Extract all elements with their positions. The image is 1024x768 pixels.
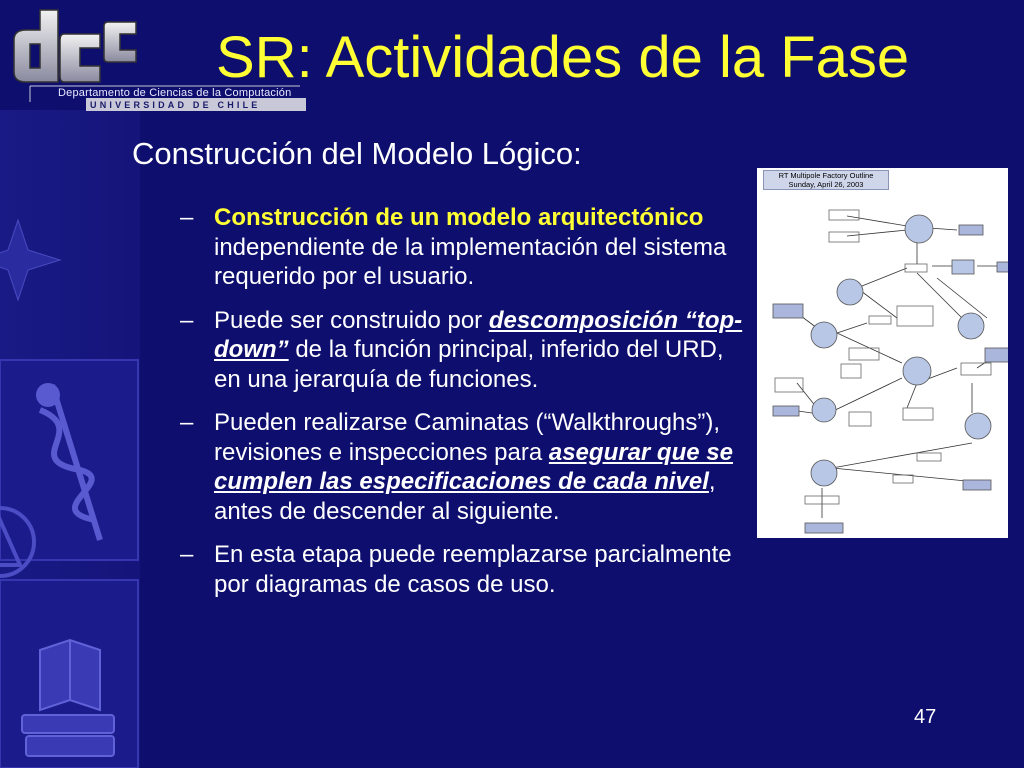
data-flow-diagram: [757, 168, 1008, 538]
process-rt-knob: [812, 398, 836, 422]
diagram-canvas: [757, 168, 1008, 538]
bullet-item-2: [180, 306, 755, 395]
process-trim-controller: [903, 357, 931, 385]
bullet-dash: –: [180, 204, 194, 231]
diagram-date: Sunday, April 26, 2003: [788, 180, 864, 189]
bullet-dash: –: [180, 409, 194, 436]
slide-subtitle: Construcción del Modelo Lógico:: [132, 136, 582, 171]
process-create-rt-settings: [958, 313, 984, 339]
bullet-dash: –: [180, 306, 194, 334]
diagram-processes: [811, 215, 991, 486]
bullet-text: de la función principal, inferido del URD, en una jerarquía de funciones.: [214, 336, 724, 393]
external-ramp-functions: [985, 348, 1008, 362]
bullet-text: , antes de descender al siguiente.: [214, 468, 716, 525]
bullet-highlight: Construcción de un modelo arquitectónico: [214, 204, 704, 231]
process-feedforward: [837, 279, 863, 305]
process-offline-multipole-factory: [905, 215, 933, 243]
external-reference-magnets: [773, 304, 803, 318]
diagram-title-box: [763, 170, 889, 190]
bullet-text: independiente de la implementación del sistema requerido por el usuario.: [214, 233, 727, 290]
bullet-item-4: [180, 540, 755, 599]
external-equipment: [963, 480, 991, 490]
bullet-item-1: [180, 203, 755, 292]
slide-title: SR: Actividades de la Fase: [216, 25, 910, 90]
bullet-item-3: [180, 408, 755, 526]
bullet-emphasis: descomposición “top-down”: [214, 306, 743, 363]
star-icon: [0, 220, 60, 300]
process-real-time-drive: [965, 413, 991, 439]
decorative-sidebar: [0, 110, 140, 768]
bullet-text: Puede ser construido por: [214, 306, 489, 334]
caduceus-panel: [0, 360, 138, 560]
external-hw: [997, 262, 1008, 272]
external-model: [959, 225, 983, 235]
bullet-emphasis: asegurar que se cumplen las especificaciones de cada nivel: [214, 438, 733, 495]
bullet-text: Pueden realizarse Caminatas (“Walkthroughs”), revisiones e inspecciones para: [214, 409, 720, 466]
page-number: 47: [914, 706, 937, 728]
bullet-text: En esta etapa puede reemplazarse parcialmente por diagramas de casos de uso.: [214, 541, 732, 598]
bullet-dash: –: [180, 541, 194, 568]
bullet-list: [180, 203, 755, 613]
sidebar-illustration: [0, 110, 140, 768]
external-instrumentation: [805, 523, 843, 533]
process-settings-generator: [952, 260, 974, 274]
process-online-multipole-factory: [811, 322, 837, 348]
diagram-title: RT Multipole Factory Outline: [778, 171, 874, 180]
department-name: Departamento de Ciencias de la Computación: [58, 87, 292, 99]
university-name: UNIVERSIDAD DE CHILE: [90, 100, 261, 110]
external-operator: [773, 406, 799, 416]
process-beam-feedback: [811, 460, 837, 486]
diagram-stores: [775, 210, 991, 504]
